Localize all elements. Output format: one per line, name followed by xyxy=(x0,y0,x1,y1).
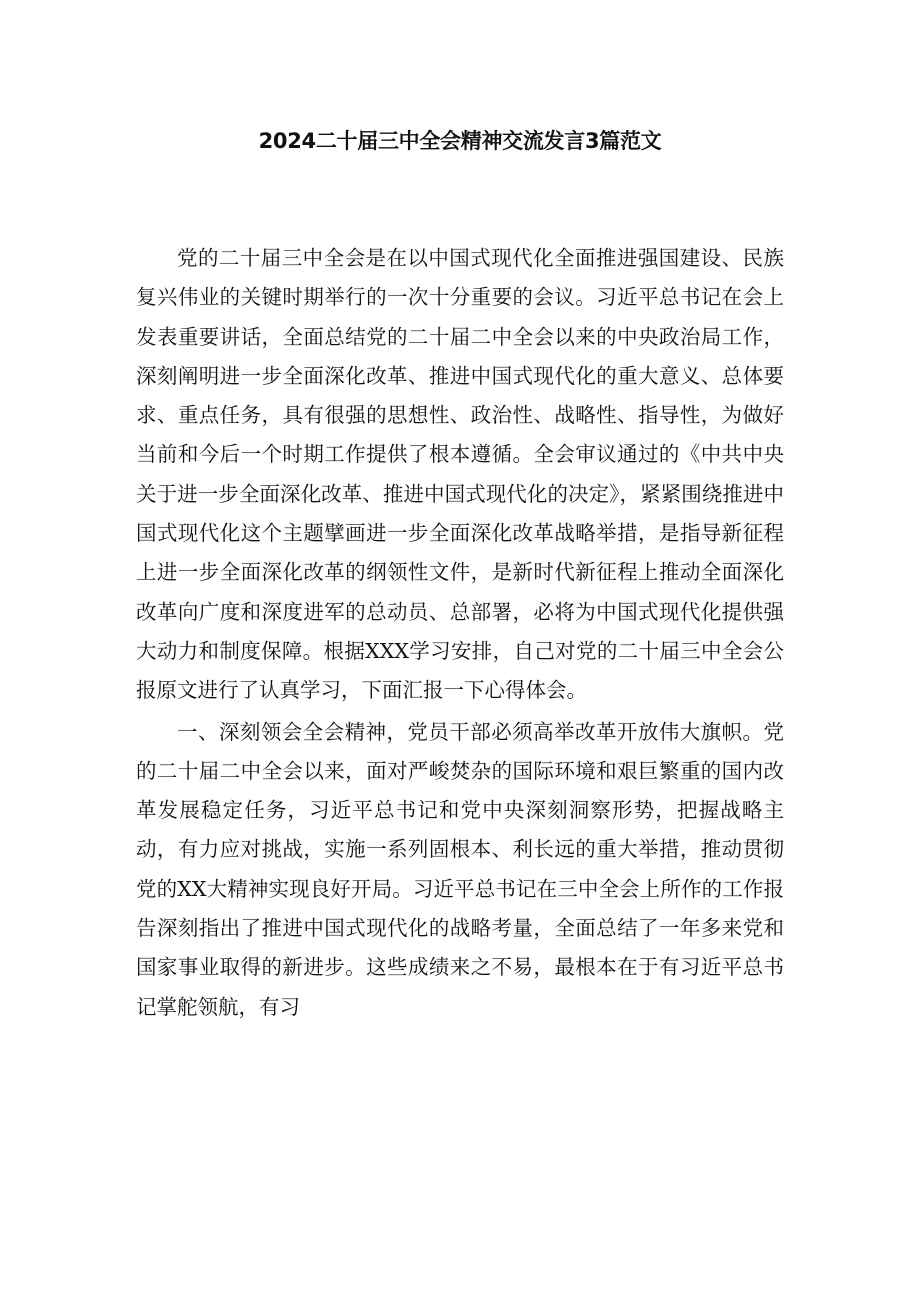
document-title: 2024二十届三中全会精神交流发言3篇范文 xyxy=(258,129,662,153)
paragraph-section-one: 一、深刻领会全会精神，党员干部必须高举改革开放伟大旗帜。党的二十届二中全会以来，面对严峻焚杂的国际环境和艰巨繁重的国内改革发展稳定任务，习近平总书记和党中央深刻洞察形势，把握战略主动，有力应对挑战，实施一系列固根本、利长远的重大举措，推动贯彻党的XX大精神实现良好开局。习近平总书记在三中全会上所作的工作报告深刻指出了推进中国式现代化的战略考量，全面总结了一年多来党和国家事业取得的新进步。这些成绩来之不易，最根本在于有习近平总书记掌舵领航，有习 xyxy=(136,719,784,1019)
document-body xyxy=(136,239,784,1027)
paragraph-intro: 党的二十届三中全会是在以中国式现代化全面推进强国建设、民族复兴伟业的关键时期举行的一次十分重要的会议。习近平总书记在会上发表重要讲话，全面总结党的二十届二中全会以来的中央政治局工作，深刻阐明进一步全面深化改革、推进中国式现代化的重大意义、总体要求、重点任务，具有很强的思想性、政治性、战略性、指导性，为做好当前和今后一个时期工作提供了根本遵循。全会审议通过的《中共中央关于进一步全面深化改革、推进中国式现代化的决定》，紧紧围绕推进中国式现代化这个主题擘画进一步全面深化改革战略举措，是指导新征程上进一步全面深化改革的纲领性文件，是新时代新征程上推动全面深化改革向广度和深度进军的总动员、总部署，必将为中国式现代化提供强大动力和制度保障。根据XXX学习安排，自己对党的二十届三中全会公报原文进行了认真学习，下面汇报一下心得体会。 xyxy=(136,246,784,703)
